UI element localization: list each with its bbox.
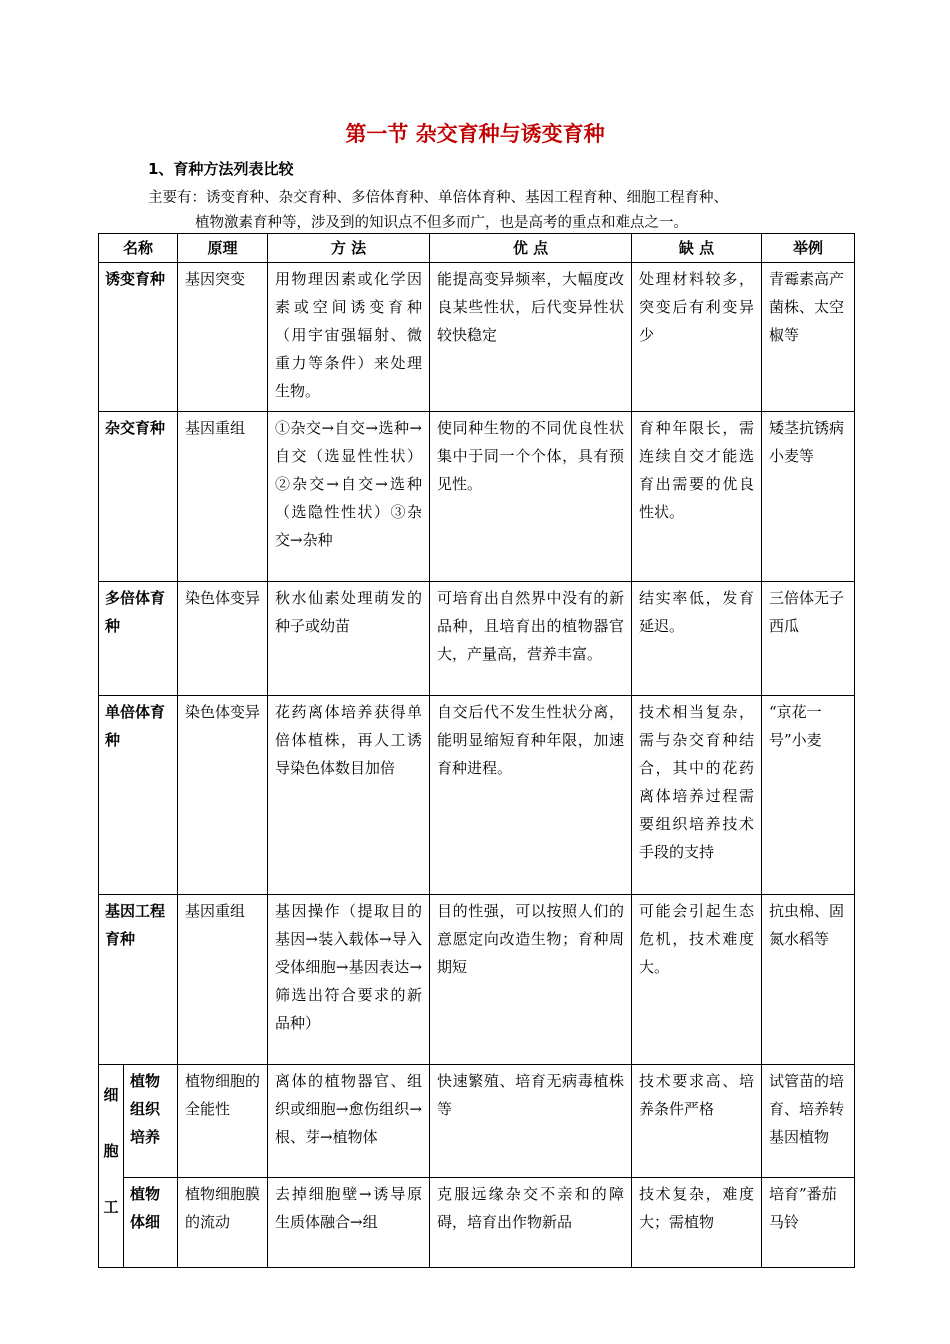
row-name: 基因工程育种: [99, 895, 178, 1065]
group-label-char: 胞: [103, 1142, 119, 1160]
header-principle: 原理: [178, 234, 268, 263]
header-example: 举例: [762, 234, 855, 263]
table-row: [99, 895, 855, 1065]
header-method: 方 法: [268, 234, 430, 263]
comparison-table-container: [98, 233, 854, 1231]
row-example: 抗虫棉、固氮水稻等: [762, 895, 855, 1065]
table-header-row: [99, 234, 855, 263]
row-example: “京花一号”小麦: [762, 696, 855, 895]
row-principle: 基因突变: [178, 263, 268, 412]
row-pros: 自交后代不发生性状分离，能明显缩短育种年限，加速育种进程。: [430, 696, 632, 895]
row-principle: 植物细胞膜的流动: [178, 1178, 268, 1268]
row-principle: 基因重组: [178, 412, 268, 582]
group-label-char: 工: [103, 1198, 119, 1216]
row-cons: 技术要求高、培养条件严格: [632, 1065, 762, 1178]
row-principle: 染色体变异: [178, 696, 268, 895]
row-pros: 可培育出自然界中没有的新品种，且培育出的植物器官大，产量高，营养丰富。: [430, 582, 632, 696]
row-principle: 染色体变异: [178, 582, 268, 696]
table-row: [99, 263, 855, 412]
section-subheading: 1、育种方法列表比较: [148, 160, 294, 178]
row-method: 秋水仙素处理萌发的种子或幼苗: [268, 582, 430, 696]
table-row: [99, 412, 855, 582]
row-method: ①杂交→自交→选种→自交（选显性性状）②杂交→自交→选种（选隐性性状）③杂交→杂种: [268, 412, 430, 582]
row-example: 三倍体无子西瓜: [762, 582, 855, 696]
header-cons: 缺 点: [632, 234, 762, 263]
row-cons: 育种年限长，需连续自交才能选育出需要的优良性状。: [632, 412, 762, 582]
row-cons: 结实率低，发育延迟。: [632, 582, 762, 696]
table-row: [99, 1178, 855, 1268]
table-row: [99, 1065, 855, 1178]
row-example: 培育”番茄马铃: [762, 1178, 855, 1268]
row-method: 离体的植物器官、组织或细胞→愈伤组织→根、芽→植物体: [268, 1065, 430, 1178]
header-name: 名称: [99, 234, 178, 263]
row-cons: 处理材料较多，突变后有利变异少: [632, 263, 762, 412]
group-label-text: [101, 1067, 121, 1235]
table-row: [99, 696, 855, 895]
row-method: 去掉细胞壁→诱导原生质体融合→组: [268, 1178, 430, 1268]
row-name: 杂交育种: [99, 412, 178, 582]
intro-line-2: 植物激素育种等，涉及到的知识点不但多而广，也是高考的重点和难点之一。: [195, 215, 688, 231]
intro-line-1: 主要有：诱变育种、杂交育种、多倍体育种、单倍体育种、基因工程育种、细胞工程育种、: [148, 190, 728, 206]
row-pros: 能提高变异频率，大幅度改良某些性状，后代变异性状较快稳定: [430, 263, 632, 412]
page-title: 第一节 杂交育种与诱变育种: [345, 122, 605, 146]
row-cons: 技术复杂，难度大；需植物: [632, 1178, 762, 1268]
row-method: 基因操作（提取目的基因→装入载体→导入受体细胞→基因表达→筛选出符合要求的新品种）: [268, 895, 430, 1065]
row-principle: 基因重组: [178, 895, 268, 1065]
group-label-char: 细: [103, 1086, 119, 1104]
row-pros: 快速繁殖、培育无病毒植株等: [430, 1065, 632, 1178]
row-example: 试管苗的培育、培养转基因植物: [762, 1065, 855, 1178]
row-name: 单倍体育种: [99, 696, 178, 895]
cell-engineering-group-label: [99, 1065, 124, 1268]
table-row: [99, 582, 855, 696]
row-cons: 可能会引起生态危机，技术难度大。: [632, 895, 762, 1065]
row-cons: 技术相当复杂，需与杂交育种结合，其中的花药离体培养过程需要组织培养技术手段的支持: [632, 696, 762, 895]
row-pros: 克服远缘杂交不亲和的障碍，培育出作物新品: [430, 1178, 632, 1268]
row-name: 植物组织培养: [124, 1065, 178, 1178]
row-example: 青霉素高产菌株、太空椒等: [762, 263, 855, 412]
row-pros: 目的性强，可以按照人们的意愿定向改造生物；育种周期短: [430, 895, 632, 1065]
breeding-methods-table: [98, 233, 855, 1268]
row-method: 花药离体培养获得单倍体植株，再人工诱导染色体数目加倍: [268, 696, 430, 895]
row-name: 植物体细: [124, 1178, 178, 1268]
row-pros: 使同种生物的不同优良性状集中于同一个个体，具有预见性。: [430, 412, 632, 582]
row-name: 诱变育种: [99, 263, 178, 412]
row-name: 多倍体育种: [99, 582, 178, 696]
header-pros: 优 点: [430, 234, 632, 263]
row-principle: 植物细胞的全能性: [178, 1065, 268, 1178]
row-example: 矮茎抗锈病小麦等: [762, 412, 855, 582]
row-method: 用物理因素或化学因素或空间诱变育种（用宇宙强辐射、微重力等条件）来处理生物。: [268, 263, 430, 412]
